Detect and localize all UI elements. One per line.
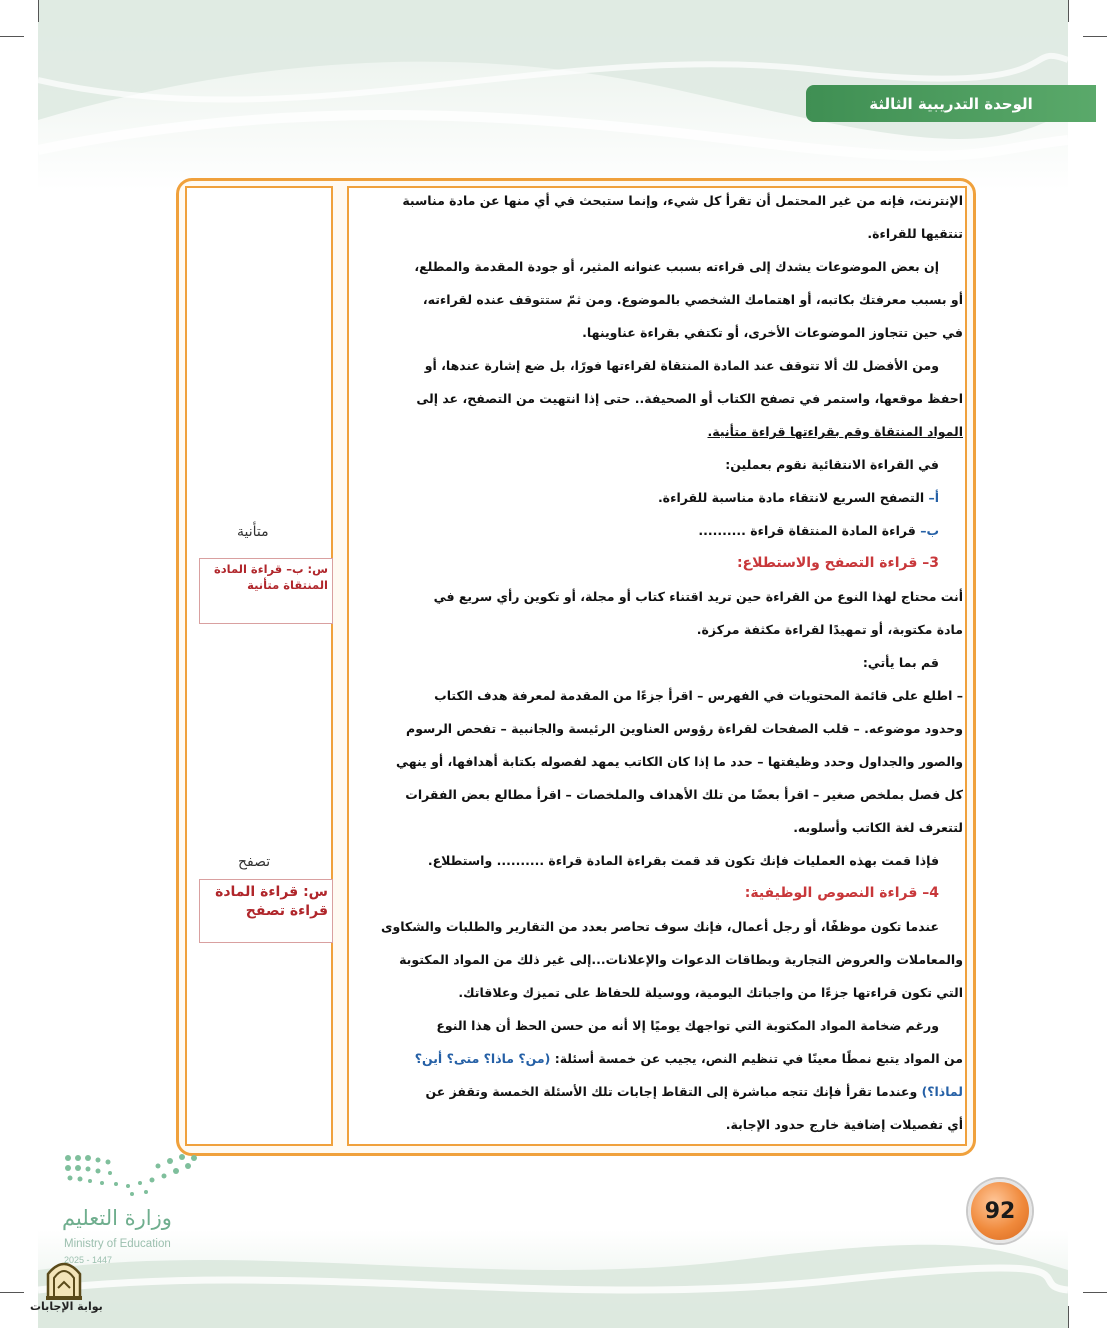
paragraph-line: ومن الأفضل لك ألا تتوقف عند المادة المنتقاة لقراءتها فورًا، بل ضع إشارة عندها، أو [424,358,939,373]
list-item [698,523,939,538]
paragraph-line: عندما تكون موظفًا، أو رجل أعمال، فإنك سوف تحاصر بعدد من التقارير والطلبات والشكاوى [381,919,939,934]
margin-answer-box: س: قراءة المادة قراءة تصفح [199,879,333,943]
margin-answer-box: س: ب– قراءة المادة المنتقاة متأنية [199,558,333,624]
page-number-badge [968,1179,1032,1243]
paragraph-line [425,1084,963,1099]
list-item-text: التصفح السريع لانتقاء مادة مناسبة للقراءة. [657,490,929,505]
paragraph-line: وحدود موضوعه. – قلب الصفحات لقراءة رؤوس العناوين الرئيسة والجانبية – تفحص الرسوم [406,721,963,736]
paragraph-line: كل فصل بملخص صغير – اقرأ بعضًا من تلك الأهداف والملخصات – اقرأ مطالع بعض الفقرات [405,787,963,802]
paragraph-line: والمعاملات والعروض التجارية وبطاقات الدعوات والإعلانات...إلى غير ذلك من المواد المكتوبة [399,952,963,967]
ministry-dots-logo [62,1152,202,1200]
paragraph-line: إن بعض الموضوعات يشدك إلى قراءته بسبب عنوانه المثير، أو جودة المقدمة والمطلع، [414,259,939,274]
paragraph-line: أي تفصيلات إضافية خارج حدود الإجابة. [725,1117,963,1132]
crop-mark [0,36,24,37]
list-marker: أ– [928,490,939,505]
margin-answer-word: تصفح [238,854,271,870]
paragraph-line: أنت محتاج لهذا النوع من القراءة حين تريد اقتناء كتاب أو مجلة، أو تكوين رأي سريع في [433,589,963,604]
paragraph-line: – اطلع على قائمة المحتويات في الفهرس – اقرأ جزءًا من المقدمة لمعرفة هدف الكتاب [434,688,963,703]
paragraph-line: لتتعرف لغة الكاتب وأسلوبه. [793,820,963,835]
margin-notes-column [185,186,333,1146]
paragraph-text: من المواد يتبع نمطًا معينًا في تنظيم النص، يجيب عن خمسة أسئلة: [550,1051,963,1066]
paragraph-line: في القراءة الانتقائية نقوم بعملين: [725,457,939,472]
ministry-years: 2025 - 1447 [64,1255,113,1265]
paragraph-line: المواد المنتقاة وقم بقراءتها قراءة متأنية. [707,424,963,439]
footer-wave-background [38,1230,1068,1328]
paragraph-line: احفظ موقعها، واستمر في تصفح الكتاب أو الصحيفة.. حتى إذا انتهيت من التصفح، عد إلى [416,391,963,406]
crop-mark [1068,1306,1069,1328]
paragraph-line: تنتقيها للقراءة. [867,226,963,241]
crop-mark [0,1292,24,1293]
paragraph-text: وعندما تقرأ فإنك تتجه مباشرة إلى التقاط إجابات تلك الأسئلة الخمسة وتقفز عن [425,1084,922,1099]
site-logo-icon [44,1256,84,1300]
crop-mark [1083,36,1107,37]
paragraph-line: في حين تتجاوز الموضوعات الأخرى، أو تكتفي بقراءة عناوينها. [582,325,963,340]
questions-highlight: (من؟ ماذا؟ متى؟ أين؟ [414,1051,551,1066]
paragraph-line: ورغم ضخامة المواد المكتوبة التي تواجهك يوميًا إلا أنه من حسن الحظ أن هذا النوع [436,1018,939,1033]
section-heading: 3– قراءة التصفح والاستطلاع: [736,555,939,571]
list-item [658,490,939,505]
questions-highlight: لماذا؟) [921,1084,963,1099]
paragraph-line: قم بما يأتي: [862,655,939,670]
page-number: 92 [984,1198,1016,1224]
list-item-text: قراءة المادة المنتقاة قراءة .......... [698,523,921,538]
paragraph-line: التي تكون قراءتها جزءًا من واجباتك اليومية، ووسيلة للحفاظ على تميزك وعلاقاتك. [458,985,963,1000]
unit-title-tab [806,85,1096,122]
crop-mark [38,0,39,22]
ministry-name-english: Ministry of Education [64,1238,171,1250]
site-name: بوابة الإجابات [30,1300,103,1313]
unit-title: الوحدة التدريبية الثالثة [869,94,1033,113]
crop-mark [1083,1292,1107,1293]
paragraph-line: والصور والجداول وحدد وظيفتها – حدد ما إذا كان الكاتب يمهد لفصوله بكتابة أهدافها، أو ينهي [396,754,963,769]
paragraph-line: أو بسبب معرفتك بكاتبه، أو اهتمامك الشخصي بالموضوع. ومن ثمّ ستتوقف عنده لقراءته، [422,292,963,307]
crop-mark [1068,0,1069,22]
ministry-name-arabic: وزارة التعليم [62,1206,172,1230]
margin-answer-word: متأنية [237,524,269,540]
paragraph-line: فإذا قمت بهذه العمليات فإنك تكون قد قمت بقراءة المادة قراءة .......... واستطلاع. [427,853,939,868]
section-heading: 4– قراءة النصوص الوظيفية: [744,885,939,901]
paragraph-line: مادة مكتوبة، أو تمهيدًا لقراءة مكثفة مركزة. [696,622,963,637]
list-marker: ب– [920,523,939,538]
paragraph-line: الإنترنت، فإنه من غير المحتمل أن تقرأ كل شيء، وإنما ستبحث في أي منها عن مادة مناسبة [402,193,963,208]
paragraph-line [415,1051,963,1066]
